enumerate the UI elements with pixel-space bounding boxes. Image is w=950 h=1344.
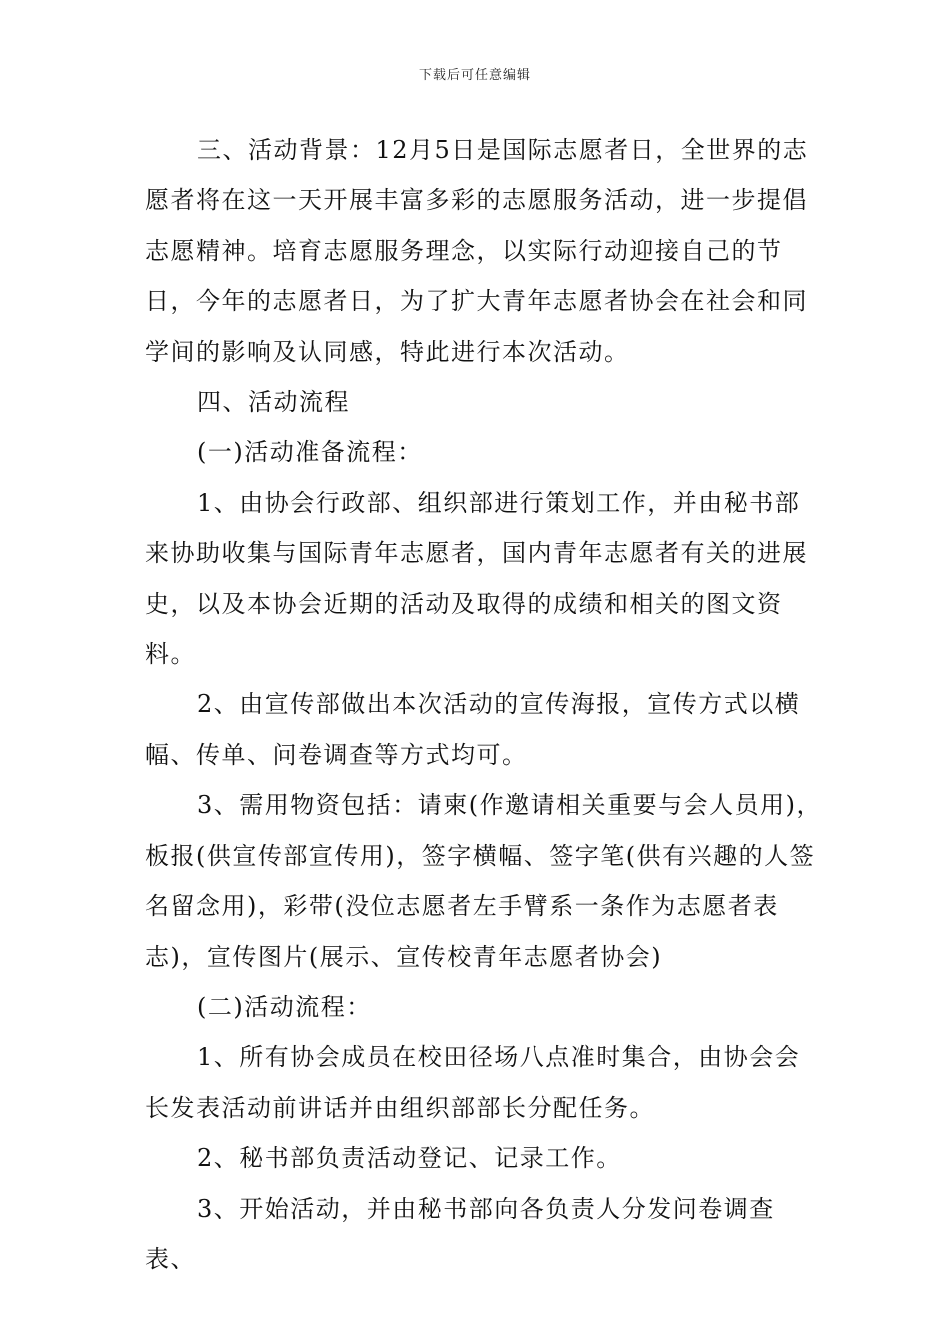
paragraph-preparation-step-2: 2、由宣传部做出本次活动的宣传海报，宣传方式以横幅、传单、问卷调查等方式均可。 bbox=[145, 690, 801, 769]
paragraph-activity-background: 三、活动背景：12月5日是国际志愿者日，全世界的志愿者将在这一天开展丰富多彩的志愿服务活动，进一步提倡志愿精神。培育志愿服务理念，以实际行动迎接自己的节日，今年的志愿者日，为了扩大青年志愿者协会在社会和同学间的影响及认同感，特此进行本次活动。 bbox=[145, 136, 809, 366]
paragraph-event-step-1: 1、所有协会成员在校田径场八点准时集合，由协会会长发表活动前讲话并由组织部部长分配任务。 bbox=[145, 1043, 801, 1122]
paragraph-event-step-2: 2、秘书部负责活动登记、记录工作。 bbox=[197, 1144, 622, 1173]
paragraph-event-step-3: 3、开始活动，并由秘书部向各负责人分发问卷调查表、 bbox=[145, 1194, 775, 1273]
subheading-preparation-process: (一)活动准备流程： bbox=[197, 438, 423, 467]
heading-activity-process: 四、活动流程 bbox=[197, 388, 350, 417]
subheading-event-process: (二)活动流程： bbox=[197, 992, 372, 1021]
paragraph-preparation-step-1: 1、由协会行政部、组织部进行策划工作，并由秘书部来协助收集与国际青年志愿者，国内青年志愿者有关的进展史，以及本协会近期的活动及取得的成绩和相关的图文资料。 bbox=[145, 488, 808, 669]
paragraph-preparation-step-3: 3、需用物资包括：请柬(作邀请相关重要与会人员用)，板报(供宣传部宣传用)，签字横幅、签字笔(供有兴趣的人签名留念用)，彩带(没位志愿者左手臂系一条作为志愿者表志)，宣传图片(展示、宣传校青年志愿者协会) bbox=[145, 791, 822, 971]
document-body bbox=[145, 125, 825, 1284]
page-header: 下载后可任意编辑 bbox=[418, 68, 531, 83]
